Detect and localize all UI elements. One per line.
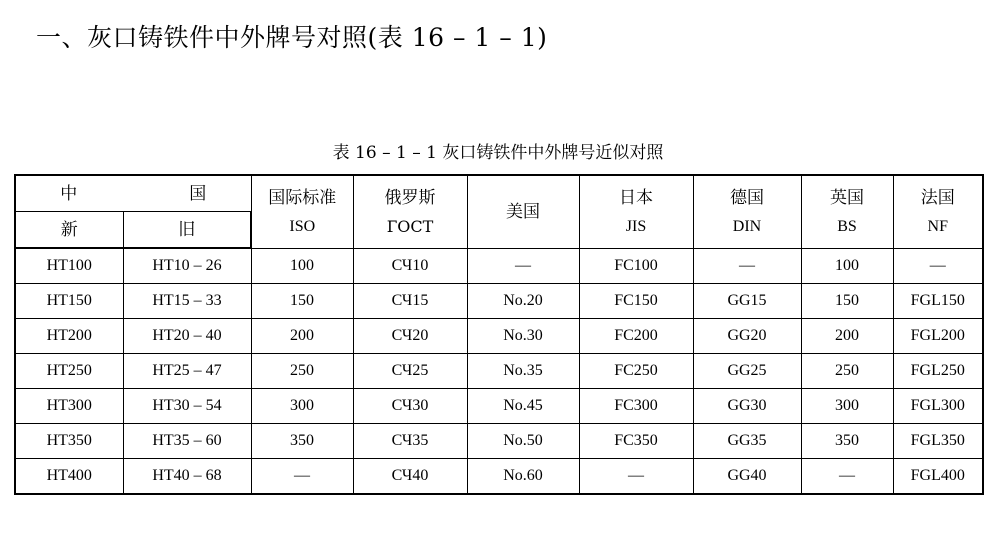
cell-nf: FGL400 [893,459,983,495]
cell-usa: No.30 [467,319,579,354]
cell-jis: FC350 [579,424,693,459]
cell-din: GG40 [693,459,801,495]
cell-china-old: HT30 – 54 [123,389,251,424]
cell-din: GG20 [693,319,801,354]
cell-din: GG15 [693,284,801,319]
header-china: 中 国 [15,175,251,212]
cell-gost: СЧ40 [353,459,467,495]
header-usa-group [467,175,579,248]
cell-bs: — [801,459,893,495]
cell-bs: 250 [801,354,893,389]
cell-din: GG30 [693,389,801,424]
cell-china-new: HT400 [15,459,123,495]
cell-jis: FC250 [579,354,693,389]
header-usa-label: 美国 [506,201,540,221]
cell-jis: FC200 [579,319,693,354]
cell-china-new: HT250 [15,354,123,389]
cell-jis: — [579,459,693,495]
cell-usa: No.20 [467,284,579,319]
cell-china-old: HT40 – 68 [123,459,251,495]
cell-nf: FGL350 [893,424,983,459]
table-row [15,248,983,284]
cell-jis: FC100 [579,248,693,284]
header-russia-std: ГОСТ [386,216,434,236]
header-china-new: 新 [15,212,123,249]
header-france-label: 法国 [920,187,955,207]
cell-bs: 350 [801,424,893,459]
table-row [15,459,983,495]
cell-gost: СЧ15 [353,284,467,319]
cell-jis: FC300 [579,389,693,424]
cell-gost: СЧ35 [353,424,467,459]
header-russia-group [353,175,467,248]
header-germany-label: 德国 [730,187,764,207]
cell-bs: 200 [801,319,893,354]
cell-china-old: HT20 – 40 [123,319,251,354]
header-iso-std: ISO [289,217,316,235]
cell-bs: 300 [801,389,893,424]
cell-bs: 150 [801,284,893,319]
cell-jis: FC150 [579,284,693,319]
cell-gost: СЧ10 [353,248,467,284]
header-iso-group [251,175,353,248]
table-body [15,248,983,494]
table-header [15,175,983,248]
cell-nf: FGL150 [893,284,983,319]
header-china-old: 旧 [123,212,251,249]
cell-china-new: HT200 [15,319,123,354]
cell-din: — [693,248,801,284]
cell-usa: No.45 [467,389,579,424]
cell-gost: СЧ20 [353,319,467,354]
header-france-std: NF [927,217,948,235]
comparison-table [14,174,984,495]
header-germany-std: DIN [732,217,762,235]
table-caption: 表 16 – 1 – 1 灰口铸铁件中外牌号近似对照 [332,143,664,163]
section-heading: 一、灰口铸铁件中外牌号对照(表 16 – 1 – 1) [36,23,548,52]
table-row [15,424,983,459]
cell-din: GG35 [693,424,801,459]
cell-usa: No.50 [467,424,579,459]
cell-china-new: HT300 [15,389,123,424]
header-row-group [15,175,983,212]
cell-bs: 100 [801,248,893,284]
cell-iso: 250 [251,354,353,389]
header-iso-label: 国际标准 [268,187,337,207]
header-germany-group [693,175,801,248]
cell-china-new: HT350 [15,424,123,459]
cell-china-new: HT150 [15,284,123,319]
cell-china-new: HT100 [15,248,123,284]
cell-china-old: HT35 – 60 [123,424,251,459]
header-uk-label: 英国 [830,187,864,207]
header-japan-group [579,175,693,248]
table-row [15,354,983,389]
cell-usa: No.60 [467,459,579,495]
cell-din: GG25 [693,354,801,389]
cell-china-old: HT10 – 26 [123,248,251,284]
cell-usa: — [467,248,579,284]
cell-nf: FGL300 [893,389,983,424]
cell-iso: 350 [251,424,353,459]
cell-nf: — [893,248,983,284]
cell-iso: 100 [251,248,353,284]
header-uk-std: BS [837,217,857,235]
cell-gost: СЧ30 [353,389,467,424]
cell-iso: 150 [251,284,353,319]
cell-iso: 300 [251,389,353,424]
header-uk-group [801,175,893,248]
cell-iso: — [251,459,353,495]
header-japan-label: 日本 [619,187,653,207]
table-row [15,319,983,354]
header-france-group [893,175,983,248]
header-japan-std: JIS [625,217,647,235]
cell-nf: FGL200 [893,319,983,354]
cell-gost: СЧ25 [353,354,467,389]
cell-nf: FGL250 [893,354,983,389]
header-russia-label: 俄罗斯 [384,187,436,207]
cell-china-old: HT15 – 33 [123,284,251,319]
table-row [15,284,983,319]
cell-usa: No.35 [467,354,579,389]
cell-china-old: HT25 – 47 [123,354,251,389]
table-row [15,389,983,424]
cell-iso: 200 [251,319,353,354]
